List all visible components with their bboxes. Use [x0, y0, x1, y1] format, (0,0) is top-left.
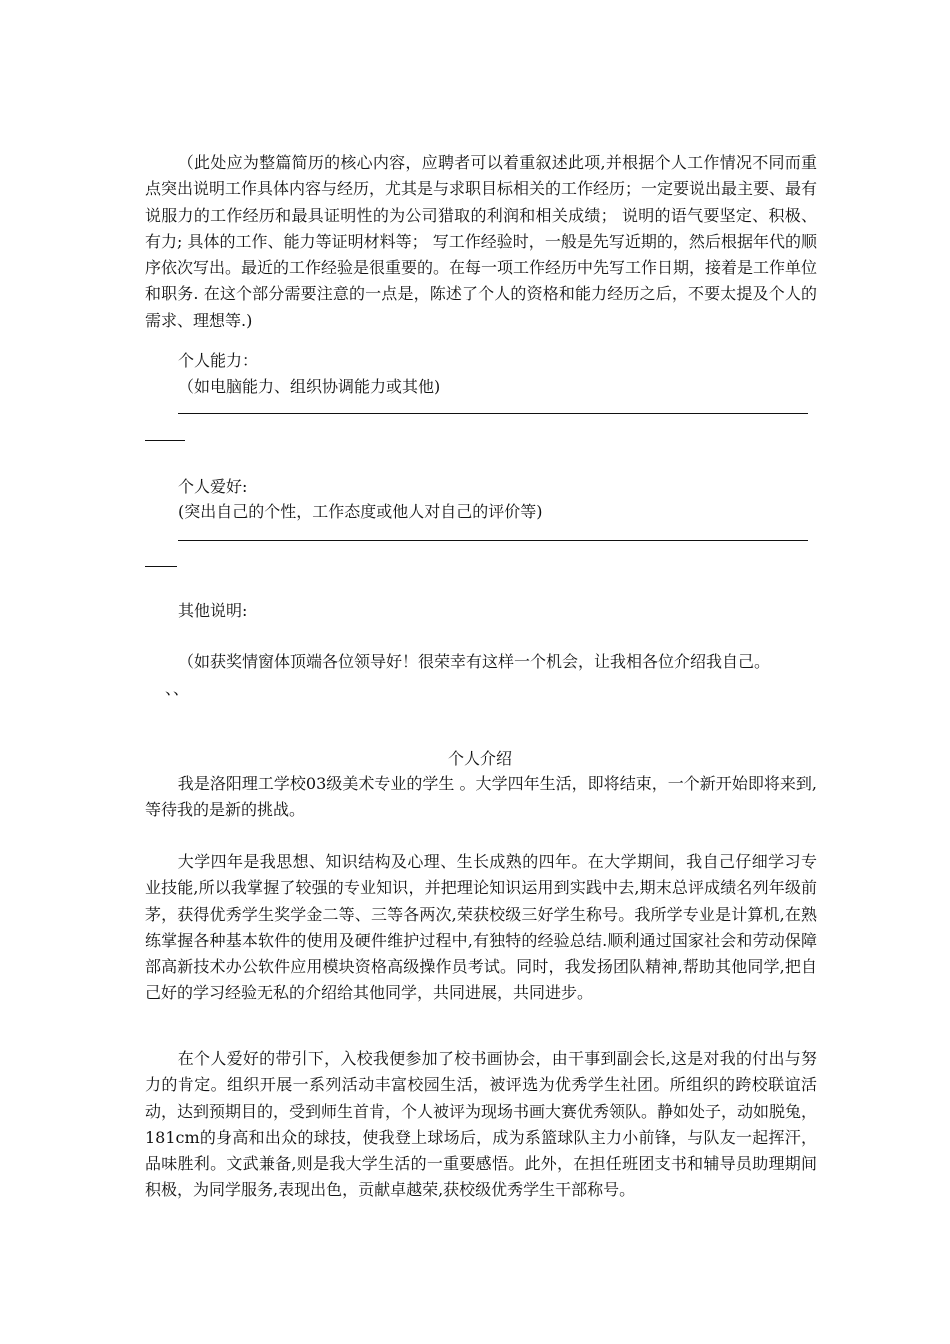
abilities-answer-line-tail — [145, 440, 185, 441]
hobbies-label: 个人爱好: — [178, 477, 248, 496]
abilities-answer-line — [178, 413, 808, 414]
other-label: 其他说明: — [178, 601, 248, 620]
work-experience-note: （此处应为整篇简历的核心内容，应聘者可以着重叙述此项,并根据个人工作情况不同而重点突出说明工作具体内容与经历，尤其是与求职目标相关的工作经历；一定要说出最主要、最有说服力的工作经历和最具证明性的为公司猎取的利润和相关成绩； 说明的语气要坚定、积极、有力; 具体的工作、能力等证明材料等； 写工作经验时，一般是先写近期的，然后根据年代的顺序依次写出。最近的工作经验是很重要的。在每一项工作经历中先写工作日期，接着是工作单位和职务. 在这个部分需要注意的一点是，陈述了个人的资格和能力经历之后，不要太提及个人的需求、理想等.) — [145, 153, 818, 330]
intro-paragraph-3: 在个人爱好的带引下，入校我便参加了校书画协会，由干事到副会长,这是对我的付出与努力的肯定。组织开展一系列活动丰富校园生活，被评选为优秀学生社团。所组织的跨校联谊活动，达到预期目的，受到师生首肯，个人被评为现场书画大赛优秀领队。静如处子，动如脱兔，181cm的身高和出众的球技，使我登上球场后，成为系篮球队主力小前锋，与队友一起挥汗，品味胜利。文武兼备,则是我大学生活的一重要感悟。此外，在担任班团支书和辅导员助理期间积极，为同学服务,表现出色，贡献卓越荣,获校级优秀学生干部称号。 — [145, 1049, 818, 1200]
intro-title: 个人介绍 — [447, 749, 512, 768]
other-marks: 、、 — [165, 679, 190, 698]
intro-paragraph-2: 大学四年是我思想、知识结构及心理、生长成熟的四年。在大学期间，我自己仔细学习专业技能,所以我掌握了较强的专业知识，并把理论知识运用到实践中去,期末总评成绩名列年级前茅，获得优秀学生奖学金二等、三等各两次,荣获校级三好学生称号。我所学专业是计算机,在熟练掌握各种基本软件的使用及硬件维护过程中,有独特的经验总结.顺利通过国家社会和劳动保障部高新技术办公软件应用模块资格高级操作员考试。同时，我发扬团队精神,帮助其他同学,把自己好的学习经验无私的介绍给其他同学，共同进展，共同进步。 — [145, 852, 817, 1003]
hobbies-answer-line — [178, 540, 808, 541]
hobbies-hint: (突出自己的个性，工作态度或他人对自己的评价等) — [178, 502, 543, 521]
hobbies-answer-line-tail — [145, 566, 177, 567]
abilities-label: 个人能力： — [178, 351, 259, 370]
other-text: （如获奖情窗体顶端各位领导好！很荣幸有这样一个机会，让我相各位介绍我自己。 — [178, 652, 771, 671]
abilities-hint: （如电脑能力、组织协调能力或其他) — [178, 377, 441, 396]
intro-paragraph-1: 我是洛阳理工学校03级美术专业的学生 。大学四年生活，即将结束，一个新开始即将来到,等待我的是新的挑战。 — [145, 774, 817, 820]
